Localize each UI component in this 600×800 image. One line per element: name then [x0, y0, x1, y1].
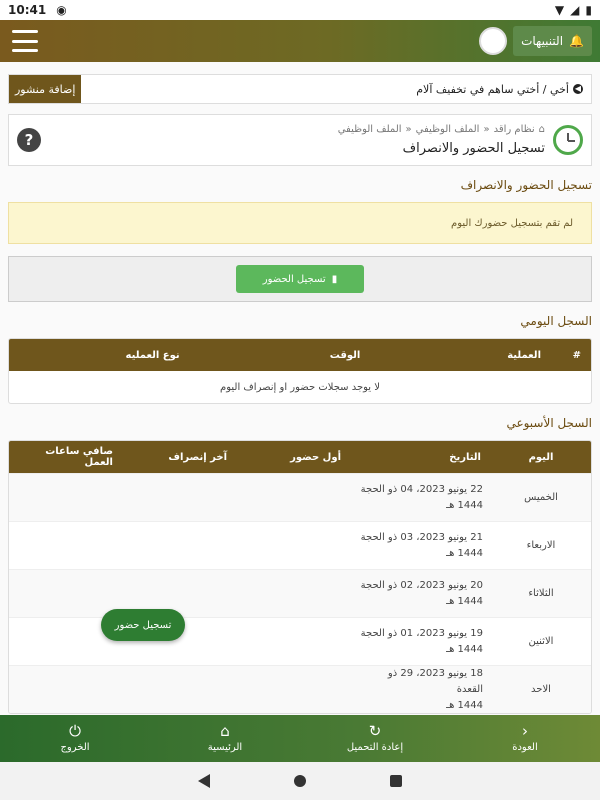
page-header: [8, 114, 592, 166]
row-date: 22 يونيو 2023، 04 ذو الحجة 1444 هـ: [360, 483, 483, 511]
row-date: 18 يونيو 2023، 29 ذو القعدة 1444 هـ: [387, 667, 483, 711]
table-row: [9, 569, 591, 617]
row-day: الاربعاء: [526, 540, 556, 551]
daily-log-title: السجل اليومي: [520, 314, 592, 328]
row-day: الخميس: [524, 492, 558, 503]
weekly-log-table: [8, 440, 592, 714]
row-day: الاحد: [531, 684, 551, 695]
breadcrumb-separator: «: [405, 124, 412, 135]
row-day: الثلاثاء: [528, 588, 554, 599]
floating-checkin-button[interactable]: تسجيل حضور: [101, 609, 185, 641]
weekly-log-header: [9, 441, 591, 473]
android-navigation-bar: [0, 762, 600, 800]
ticker-text: أخي / أختي ساهم في تخفيف آلام: [416, 82, 569, 96]
weekly-log-title: السجل الأسبوعي: [506, 416, 592, 430]
section-title: تسجيل الحضور والانصراف: [460, 178, 592, 192]
battery-icon: ▮: [585, 3, 592, 17]
breadcrumb-item-profile[interactable]: الملف الوظيفي: [415, 124, 480, 135]
col-time: الوقت: [329, 349, 361, 361]
col-operation: العملية: [507, 349, 541, 361]
checkin-button[interactable]: [236, 265, 364, 293]
reload-icon: ↻: [368, 722, 382, 740]
row-date: 20 يونيو 2023، 02 ذو الحجة 1444 هـ: [360, 579, 483, 607]
col-day: اليوم: [528, 451, 554, 463]
col-first-in: أول حضور: [290, 451, 341, 463]
row-date: 21 يونيو 2023، 03 ذو الحجة 1444 هـ: [360, 531, 483, 559]
android-back-icon[interactable]: [198, 774, 210, 788]
nav-reload-label: إعادة التحميل: [346, 742, 404, 753]
nav-reload[interactable]: [300, 715, 450, 762]
breadcrumb-separator: «: [483, 124, 490, 135]
table-row: [9, 473, 591, 521]
arrow-circle-icon: ◀: [574, 84, 582, 93]
notifications-label: التنبيهات: [521, 34, 564, 48]
notifications-button[interactable]: [513, 26, 592, 56]
hamburger-menu-icon[interactable]: [12, 30, 38, 52]
home-icon: ⌂: [538, 124, 545, 135]
user-avatar[interactable]: [479, 27, 507, 55]
status-time: 10:41: [8, 3, 47, 17]
breadcrumb-item-system[interactable]: نظام راقد: [493, 124, 535, 135]
checkin-panel: [8, 256, 592, 302]
col-last-out: آخر إنصراف: [168, 451, 227, 463]
weekly-log-body: [9, 473, 591, 713]
nav-back[interactable]: [450, 715, 600, 762]
table-row: [9, 617, 591, 665]
row-day: الاثنين: [528, 636, 554, 647]
android-home-icon[interactable]: [294, 775, 306, 787]
signal-icon: ◢: [570, 3, 580, 17]
warning-alert: [8, 202, 592, 244]
page-title: تسجيل الحضور والانصراف: [402, 141, 545, 156]
breadcrumb: [338, 124, 545, 135]
bell-icon: 🔔: [569, 34, 584, 48]
android-recents-icon[interactable]: [390, 775, 402, 787]
nav-home[interactable]: [150, 715, 300, 762]
table-row: [9, 521, 591, 569]
breadcrumb-item-current: الملف الوظيفي: [337, 124, 402, 135]
daily-log-empty: لا يوجد سجلات حضور او إنصراف اليوم: [220, 381, 380, 393]
row-date: 19 يونيو 2023، 01 ذو الحجة 1444 هـ: [360, 627, 483, 655]
checkin-button-label: تسجيل الحضور: [262, 273, 326, 285]
alert-text: لم تقم بتسجيل حضورك اليوم: [451, 217, 573, 229]
clock-icon: [553, 125, 583, 155]
main-content: [0, 62, 600, 715]
bottom-navigation: [0, 715, 600, 762]
top-app-bar: [0, 20, 600, 62]
app-notification-icon: ◉: [56, 3, 67, 17]
col-number: #: [572, 349, 581, 361]
news-ticker: [8, 74, 592, 104]
home-icon: ⌂: [220, 722, 230, 740]
power-icon: ⏻: [69, 722, 81, 740]
nav-exit-label: الخروج: [60, 742, 90, 753]
col-net-hours: صافي ساعات العمل: [45, 446, 113, 468]
nav-home-label: الرئيسية: [207, 742, 243, 753]
col-type: نوع العمليه: [125, 349, 180, 361]
col-date: التاريخ: [449, 451, 481, 463]
nav-back-label: العودة: [512, 742, 538, 753]
status-bar: [0, 0, 600, 20]
chevron-right-icon: ›: [522, 722, 528, 740]
ticker-message[interactable]: [408, 83, 591, 96]
door-icon: ▮: [331, 273, 338, 285]
wifi-icon: ▼: [554, 3, 565, 17]
nav-exit[interactable]: [0, 715, 150, 762]
table-row: [9, 665, 591, 713]
add-post-button[interactable]: إضافة منشور: [9, 75, 81, 103]
help-icon[interactable]: ?: [17, 128, 41, 152]
daily-log-header: [9, 339, 591, 371]
daily-log-table: [8, 338, 592, 404]
